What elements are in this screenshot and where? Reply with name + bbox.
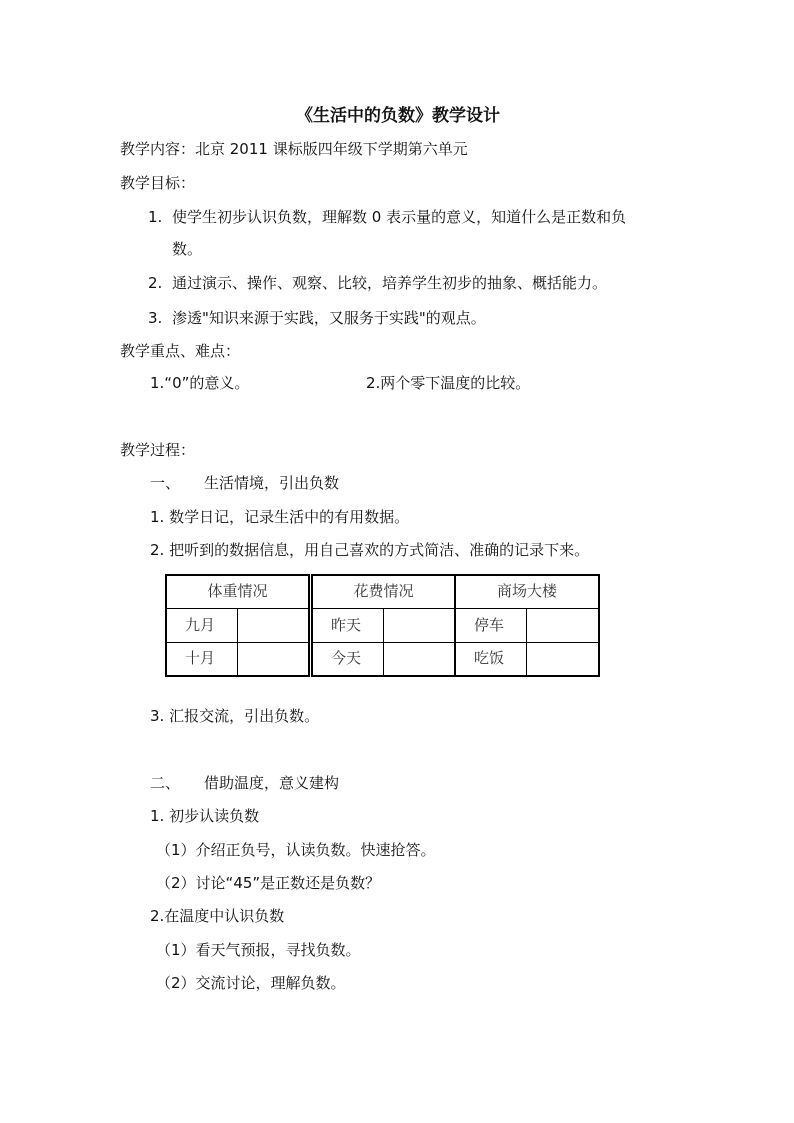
table-mall	[455, 574, 600, 677]
section-2-title: 借助温度，意义建构	[204, 774, 340, 792]
objective-1-text: 使学生初步认识负数，理解数 0 表示量的意义，知道什么是正数和负	[172, 208, 627, 226]
process-heading: 教学过程：	[120, 441, 196, 459]
section-2-number: 二、	[150, 774, 181, 792]
table-mall-header: 商场大楼	[456, 575, 600, 608]
section-1-step-2: 2. 把听到的数据信息，用自己喜欢的方式简洁、准确的记录下来。	[150, 541, 590, 559]
objective-3-number: 3.	[148, 309, 163, 327]
section-2-line: 1. 初步认读负数	[150, 807, 260, 825]
table-spending-row-label: 今天	[312, 642, 384, 676]
table-weight-cell	[238, 642, 310, 676]
section-1-number: 一、	[150, 474, 181, 492]
key-point-2: 2.两个零下温度的比较。	[366, 374, 531, 392]
table-weight	[165, 574, 310, 677]
table-spending-cell	[384, 608, 456, 642]
table-weight-header: 体重情况	[166, 575, 309, 608]
objective-2-text: 通过演示、操作、观察、比较，培养学生初步的抽象、概括能力。	[172, 274, 608, 292]
section-1-step-1: 1. 数学日记，记录生活中的有用数据。	[150, 508, 410, 526]
table-weight-cell	[238, 608, 310, 642]
section-2-line: （1）介绍正负号，认读负数。快速抢答。	[156, 841, 436, 859]
objective-3-text: 渗透"知识来源于实践，又服务于实践"的观点。	[172, 309, 486, 327]
table-spending-header: 花费情况	[312, 575, 455, 608]
key-point-1: 1.“0”的意义。	[150, 374, 250, 392]
table-spending-row-label: 昨天	[312, 608, 384, 642]
objectives-heading: 教学目标：	[120, 174, 196, 192]
section-2-line: 2.在温度中认识负数	[150, 907, 285, 925]
section-2-line: （2）交流讨论，理解负数。	[156, 974, 346, 992]
teaching-content: 教学内容：北京 2011 课标版四年级下学期第六单元	[120, 140, 468, 158]
objective-2-number: 2.	[148, 274, 163, 292]
table-mall-cell	[527, 642, 600, 676]
objective-1-text-continued: 数。	[172, 240, 203, 258]
table-mall-cell	[527, 608, 600, 642]
table-mall-row-label: 吃饭	[456, 642, 527, 676]
objective-1-number: 1.	[148, 208, 163, 226]
table-mall-row-label: 停车	[456, 608, 527, 642]
table-weight-row-label: 九月	[166, 608, 238, 642]
key-points-heading: 教学重点、难点：	[120, 342, 241, 360]
table-spending	[311, 574, 456, 677]
table-weight-row-label: 十月	[166, 642, 238, 676]
table-spending-cell	[384, 642, 456, 676]
section-2-line: （2）讨论“45”是正数还是负数？	[156, 874, 381, 892]
section-1-step-3: 3. 汇报交流，引出负数。	[150, 707, 320, 725]
section-2-line: （1）看天气预报，寻找负数。	[156, 941, 361, 959]
page-title: 《生活中的负数》教学设计	[296, 106, 500, 126]
section-1-title: 生活情境，引出负数	[204, 474, 340, 492]
